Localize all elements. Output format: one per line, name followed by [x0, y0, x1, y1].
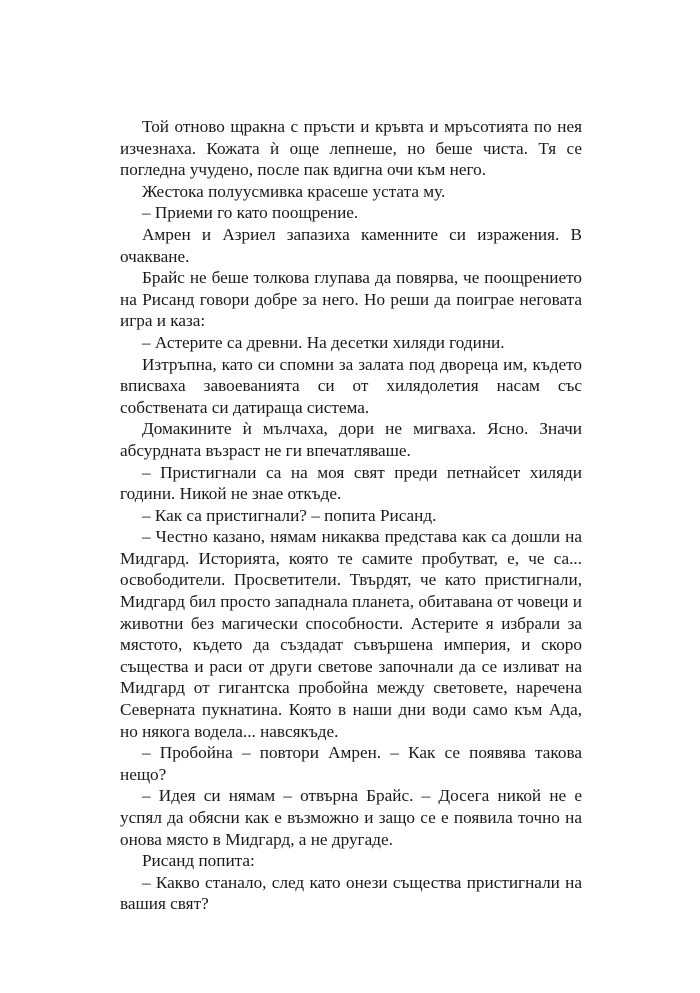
paragraph: Рисанд попита:	[142, 851, 255, 871]
paragraph: – Пробойна – повтори Амрен. – Как се появява такова нещо?	[120, 743, 582, 784]
paragraph: Той отново щракна с пръсти и кръвта и мръсотията по нея изчезнаха. Кожата ѝ още лепнеше, но беше чиста. Тя се погледна учудено, после пак вдигна очи към него.	[120, 117, 582, 180]
page-text	[120, 116, 582, 915]
paragraph: – Какво станало, след като онези същества пристигнали на вашия свят?	[120, 872, 582, 914]
paragraph: – Приеми го като поощрение.	[142, 203, 359, 223]
paragraph: – Астерите са древни. На десетки хиляди години.	[142, 332, 505, 352]
paragraph: Брайс не беше толкова глупава да повярва, че поощрението на Рисанд говори добре за него. Но реши да поиграе неговата игра и каза:	[120, 268, 582, 331]
paragraph: Изтръпна, като си спомни за залата под двореца им, където вписваха завоеванията си от хилядолетия насам със собствената си датираща система.	[120, 354, 582, 417]
paragraph: – Как са пристигнали? – попита Рисанд.	[142, 505, 437, 525]
paragraph: Домакините ѝ мълчаха, дори не мигваха. Ясно. Значи абсурдната възраст не ги впечатляваше.	[120, 419, 582, 460]
paragraph: Амрен и Азриел запазиха каменните си изражения. В очакване.	[120, 224, 582, 266]
paragraph: – Пристигнали са на моя свят преди петнайсет хиляди години. Никой не знае откъде.	[120, 462, 582, 504]
paragraph: – Идея си нямам – отвърна Брайс. – Досега никой не е успял да обясни как е възможно и защо се е появила точно на онова място в Мидгард, а не другаде.	[120, 786, 582, 849]
paragraph: Жестока полуусмивка красеше устата му.	[142, 181, 446, 201]
paragraph: – Честно казано, нямам никаква представа как са дошли на Мидгард. Историята, която те самите пробутват, е, че са... освободители. Просветители. Твърдят, че като пристигнали, Мидгард бил просто западнала планета, обитавана от човеци и животни без магически способности. Астерите я избрали за мястото, където да създадат съвършена империя, и скоро същества и раси от други светове започнали да се изливат на Мидгард от гигантска пробойна между световете, наречена Северната пукнатина. Която в наши дни води само към Ада, но някога водела... навсякъде.	[120, 527, 582, 741]
